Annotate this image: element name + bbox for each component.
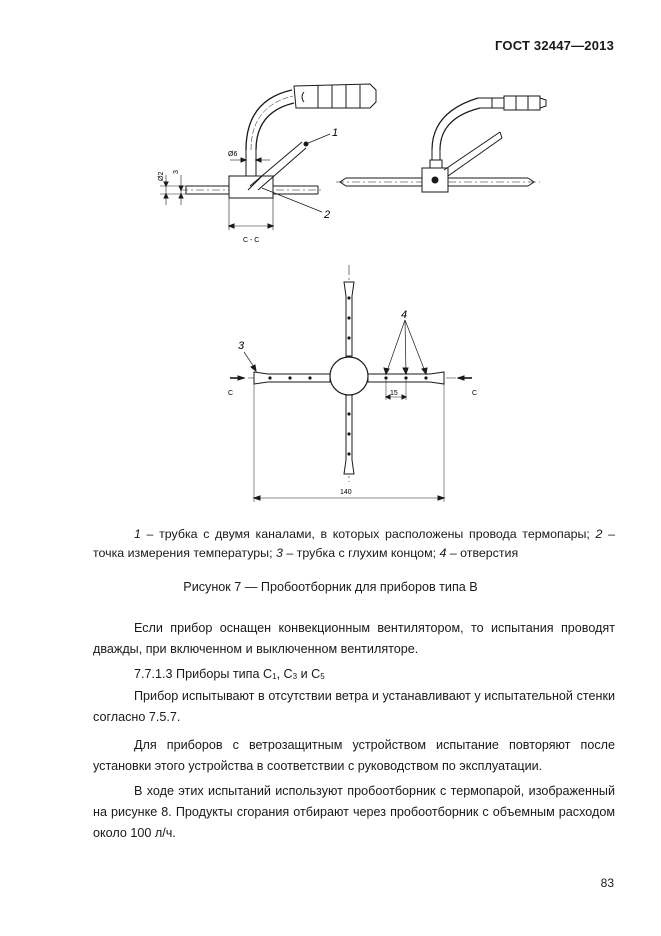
legend-num-2: 2: [595, 527, 603, 541]
legend-text-3: – трубка с глухим концом;: [282, 546, 440, 560]
figure-legend: [93, 525, 615, 563]
callout-3: 3: [238, 340, 245, 352]
dimension-d2: Ø2: [158, 171, 165, 181]
standard-code-header: ГОСТ 32447—2013: [495, 38, 614, 53]
side-view-left: [160, 84, 376, 230]
legend-text-1: – трубка с двумя каналами, в которых расположены провода термопары;: [140, 527, 596, 541]
page-number: 83: [600, 876, 614, 890]
legend-text-2: – точка измерения температуры;: [93, 527, 615, 560]
side-view-right: [336, 96, 546, 192]
heading-sub-1: 1: [272, 672, 277, 681]
callout-1: 1: [332, 127, 339, 139]
dimension-140: 140: [340, 489, 352, 496]
figure-title: Рисунок 7 — Пробоотборник для приборов типа В: [183, 580, 478, 594]
section-heading-7-7-1-3: [93, 664, 615, 687]
heading-mid-2: и С: [297, 667, 321, 681]
dimension-15: 15: [390, 390, 398, 397]
legend-text-4: – отверстия: [446, 546, 519, 560]
section-label-cc: С - С: [243, 237, 260, 244]
section-mark-right: С: [472, 390, 478, 397]
heading-prefix: 7.7.1.3 Приборы типа С: [134, 667, 273, 681]
section-mark-left: С: [228, 390, 234, 397]
dimension-3: 3: [173, 170, 180, 174]
paragraph-no-wind: Прибор испытывают в отсутствии ветра и устанавливают у испытательной стенки согласно 7.5.7.: [93, 689, 615, 724]
dimension-d6: Ø6: [228, 151, 238, 158]
heading-sub-3: 3: [292, 672, 298, 681]
paragraph-sampler: В ходе этих испытаний используют пробоотборник с термопарой, изображенный на рисунке 8. Продукты сгорания отбирают через пробоотборник с объемным расходом около 100 л/ч.: [93, 784, 615, 840]
paragraph-windshield: Для приборов с ветрозащитным устройством испытание повторяют после установки этого устройства в соответствии с руководством по эксплуатации.: [93, 738, 615, 773]
legend-num-4: 4: [439, 546, 447, 560]
callout-4: 4: [401, 309, 408, 321]
plan-view: [230, 265, 472, 502]
heading-sub-5: 5: [320, 672, 325, 681]
paragraph-fan: Если прибор оснащен конвекционным вентилятором, то испытания проводят дважды, при включенном и выключенном вентиляторе.: [93, 621, 615, 656]
legend-num-3: 3: [275, 546, 283, 560]
legend-num-1: 1: [134, 527, 141, 541]
callout-2: 2: [324, 209, 331, 221]
heading-mid-1: , С: [276, 667, 293, 681]
